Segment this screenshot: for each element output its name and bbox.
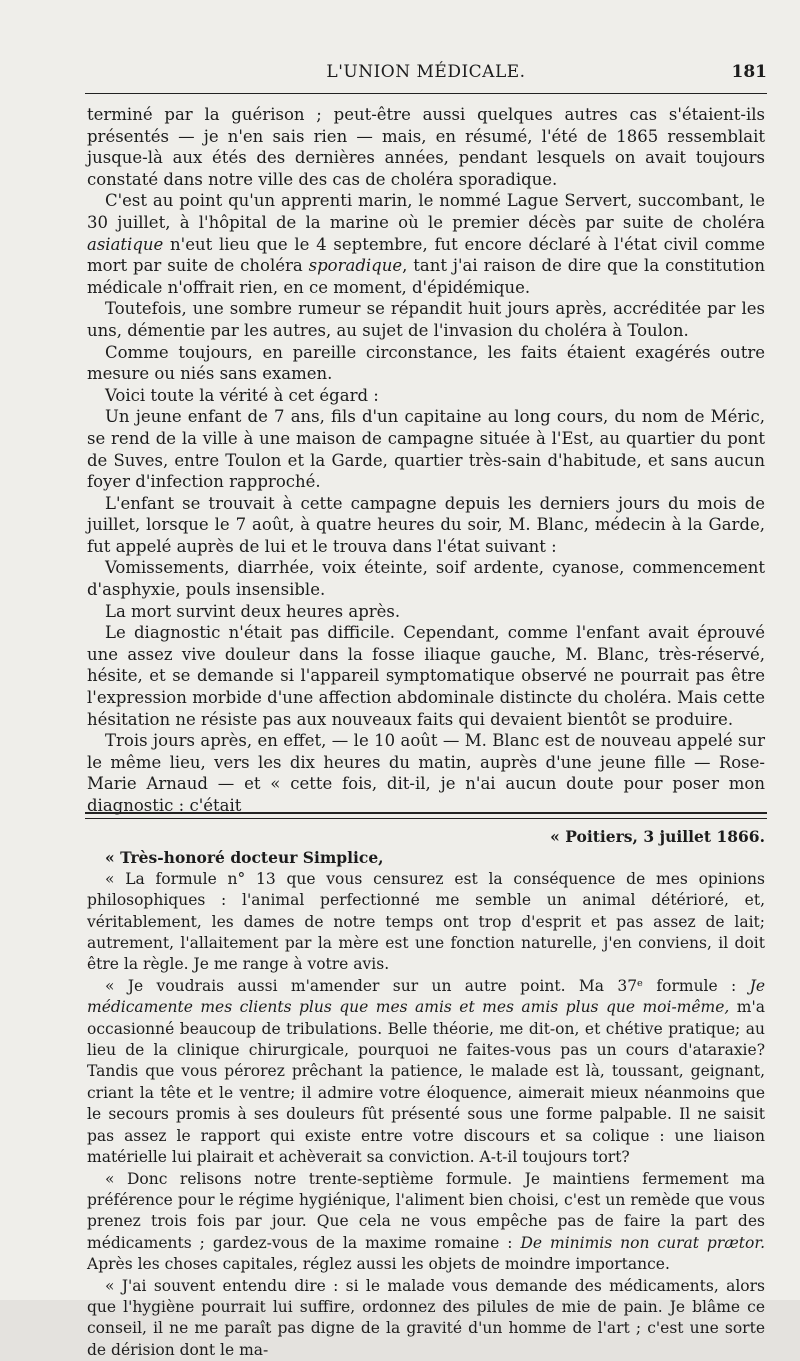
text-run: m'a occasionné beaucoup de tribulations. Belle théorie, me dit-on, et chétive pratique; au lieu de la clinique chirurgicale, pourquoi ne faites-vous pas un cours d'ataraxie? Tandis que vous pérorez prêchant la patience, le malade est là, toussant, geignant, criant la tête et le ventre; il admire votre éloquence, aimerait mieux néanmoins que le secours promis à ses douleurs fût présenté sous une forme palpable. Il ne saisit pas assez le rapport qui existe entre votre discours et sa colique : une liaison matérielle lui plairait et achèverait sa conviction. A-t-il toujours tort? (87, 998, 765, 1167)
paragraph: terminé par la guérison ; peut-être aussi quelques autres cas s'étaient-ils présentés — je n'en sais rien — mais, en résumé, l'été de 1865 ressemblait jusque-là aux étés des dernières années, pendant lesquels on avait toujours constaté dans notre ville des cas de choléra sporadique. (87, 105, 765, 189)
paragraph: Trois jours après, en effet, — le 10 août — M. Blanc est de nouveau appelé sur le même lieu, vers les dix heures du matin, auprès d'une jeune fille — Rose-Marie Arnaud — et « cette fois, dit-il, je n'ai aucun doute pour poser mon diagnostic : c'était (87, 731, 765, 815)
text-run: « Je voudrais aussi m'amender sur un autre point. Ma 37ᵉ formule : (105, 976, 750, 995)
text-run: Après les choses capitales, réglez aussi les objets de moindre importance. (87, 1255, 670, 1274)
text-run: , tant j'ai raison de dire que la constitution médicale n'offrait rien, en ce moment, d'épidémique. (87, 256, 765, 297)
feuilleton-rule-thin (85, 818, 767, 819)
paragraph: Vomissements, diarrhée, voix éteinte, soif ardente, cyanose, commencement d'asphyxie, pouls insensible. (87, 558, 765, 600)
letter-dateline: « Poitiers, 3 juillet 1866. (550, 827, 765, 846)
italic-term: sporadique (308, 256, 403, 276)
main-article (87, 104, 765, 817)
header-rule (85, 93, 767, 94)
page-number: 181 (731, 62, 767, 82)
paragraph: L'enfant se trouvait à cette campagne depuis les derniers jours du mois de juillet, lorsque le 7 août, à quatre heures du soir, M. Blanc, médecin à la Garde, fut appelé auprès de lui et le trouva dans l'état suivant : (87, 493, 765, 556)
text-run: n'eut lieu que le 4 septembre, fut encore déclaré à l'état civil comme mort par suite de choléra (87, 234, 765, 276)
running-title: L'UNION MÉDICALE. (326, 62, 526, 82)
paragraph: Toutefois, une sombre rumeur se répandit huit jours après, accréditée par les uns, démentie par les autres, au sujet de l'invasion du choléra à Toulon. (87, 299, 765, 340)
letter-paragraph (87, 976, 765, 1169)
letter-paragraph: « La formule n° 13 que vous censurez est la conséquence de mes opinions philosophiques : l'animal perfectionné me semble un animal détérioré, et, véritablement, les dames de notre temps ont trop d'esprit et pas assez de lait; autrement, l'allaitement par la mère est une fonction naturelle, j'en conviens, il doit être la règle. Je me range à votre avis. (87, 869, 765, 974)
text-run: C'est au point qu'un apprenti marin, le nommé Lague Servert, succombant, le 30 juillet, à l'hôpital de la marine où le premier décès par suite de choléra (87, 191, 765, 232)
paragraph: Comme toujours, en pareille circonstance, les faits étaient exagérés outre mesure ou niés sans examen. (87, 342, 765, 384)
letter-paragraph (87, 1169, 765, 1276)
paragraph (87, 190, 765, 298)
italic-term: asiatique (87, 234, 164, 254)
paragraph: Le diagnostic n'était pas difficile. Cependant, comme l'enfant avait éprouvé une assez vive douleur dans la fosse iliaque gauche, M. Blanc, très-réservé, hésite, et se demande si l'appareil symptomatique observé ne pourrait pas être l'expression morbide d'une affection abdominale distincte du choléra. Mais cette hésitation ne résiste pas aux nouveaux faits qui devaient bientôt se produire. (87, 623, 765, 729)
feuilleton-letter (87, 826, 765, 1361)
paragraph: Un jeune enfant de 7 ans, fils d'un capitaine au long cours, du nom de Méric, se rend de la ville à une maison de campagne située à l'Est, au quartier du pont de Suves, entre Toulon et la Garde, quartier très-sain d'habitude, et sans aucun foyer d'infection rapproché. (87, 407, 765, 492)
letter-paragraph: « J'ai souvent entendu dire : si le malade vous demande des médicaments, alors que l'hygiène pourrait lui suffire, ordonnez des pilules de mie de pain. Je blâme ce conseil, il ne me paraît pas digne de la gravité d'un homme de l'art ; c'est une sorte de dérision dont le ma- (87, 1276, 765, 1359)
paragraph: Voici toute la vérité à cet égard : (105, 385, 379, 405)
italic-maxim: De minimis non curat prætor. (520, 1233, 765, 1252)
page-header (85, 58, 767, 88)
text-run: « Donc relisons notre trente-septième formule. Je maintiens fermement ma préférence pour le régime hygiénique, l'aliment bien choisi, c'est un remède que vous prenez trois fois par jour. Que cela ne vous empêche pas de faire la part des médicaments ; gardez-vous de la maxime romaine : (87, 1169, 765, 1252)
paragraph: La mort survint deux heures après. (105, 601, 401, 621)
letter-salutation: « Très-honoré docteur Simplice, (105, 848, 384, 868)
feuilleton-rule (85, 812, 767, 814)
italic-quote: Je médicamente mes clients plus que mes amis et mes amis plus que moi-même, (87, 976, 765, 1017)
